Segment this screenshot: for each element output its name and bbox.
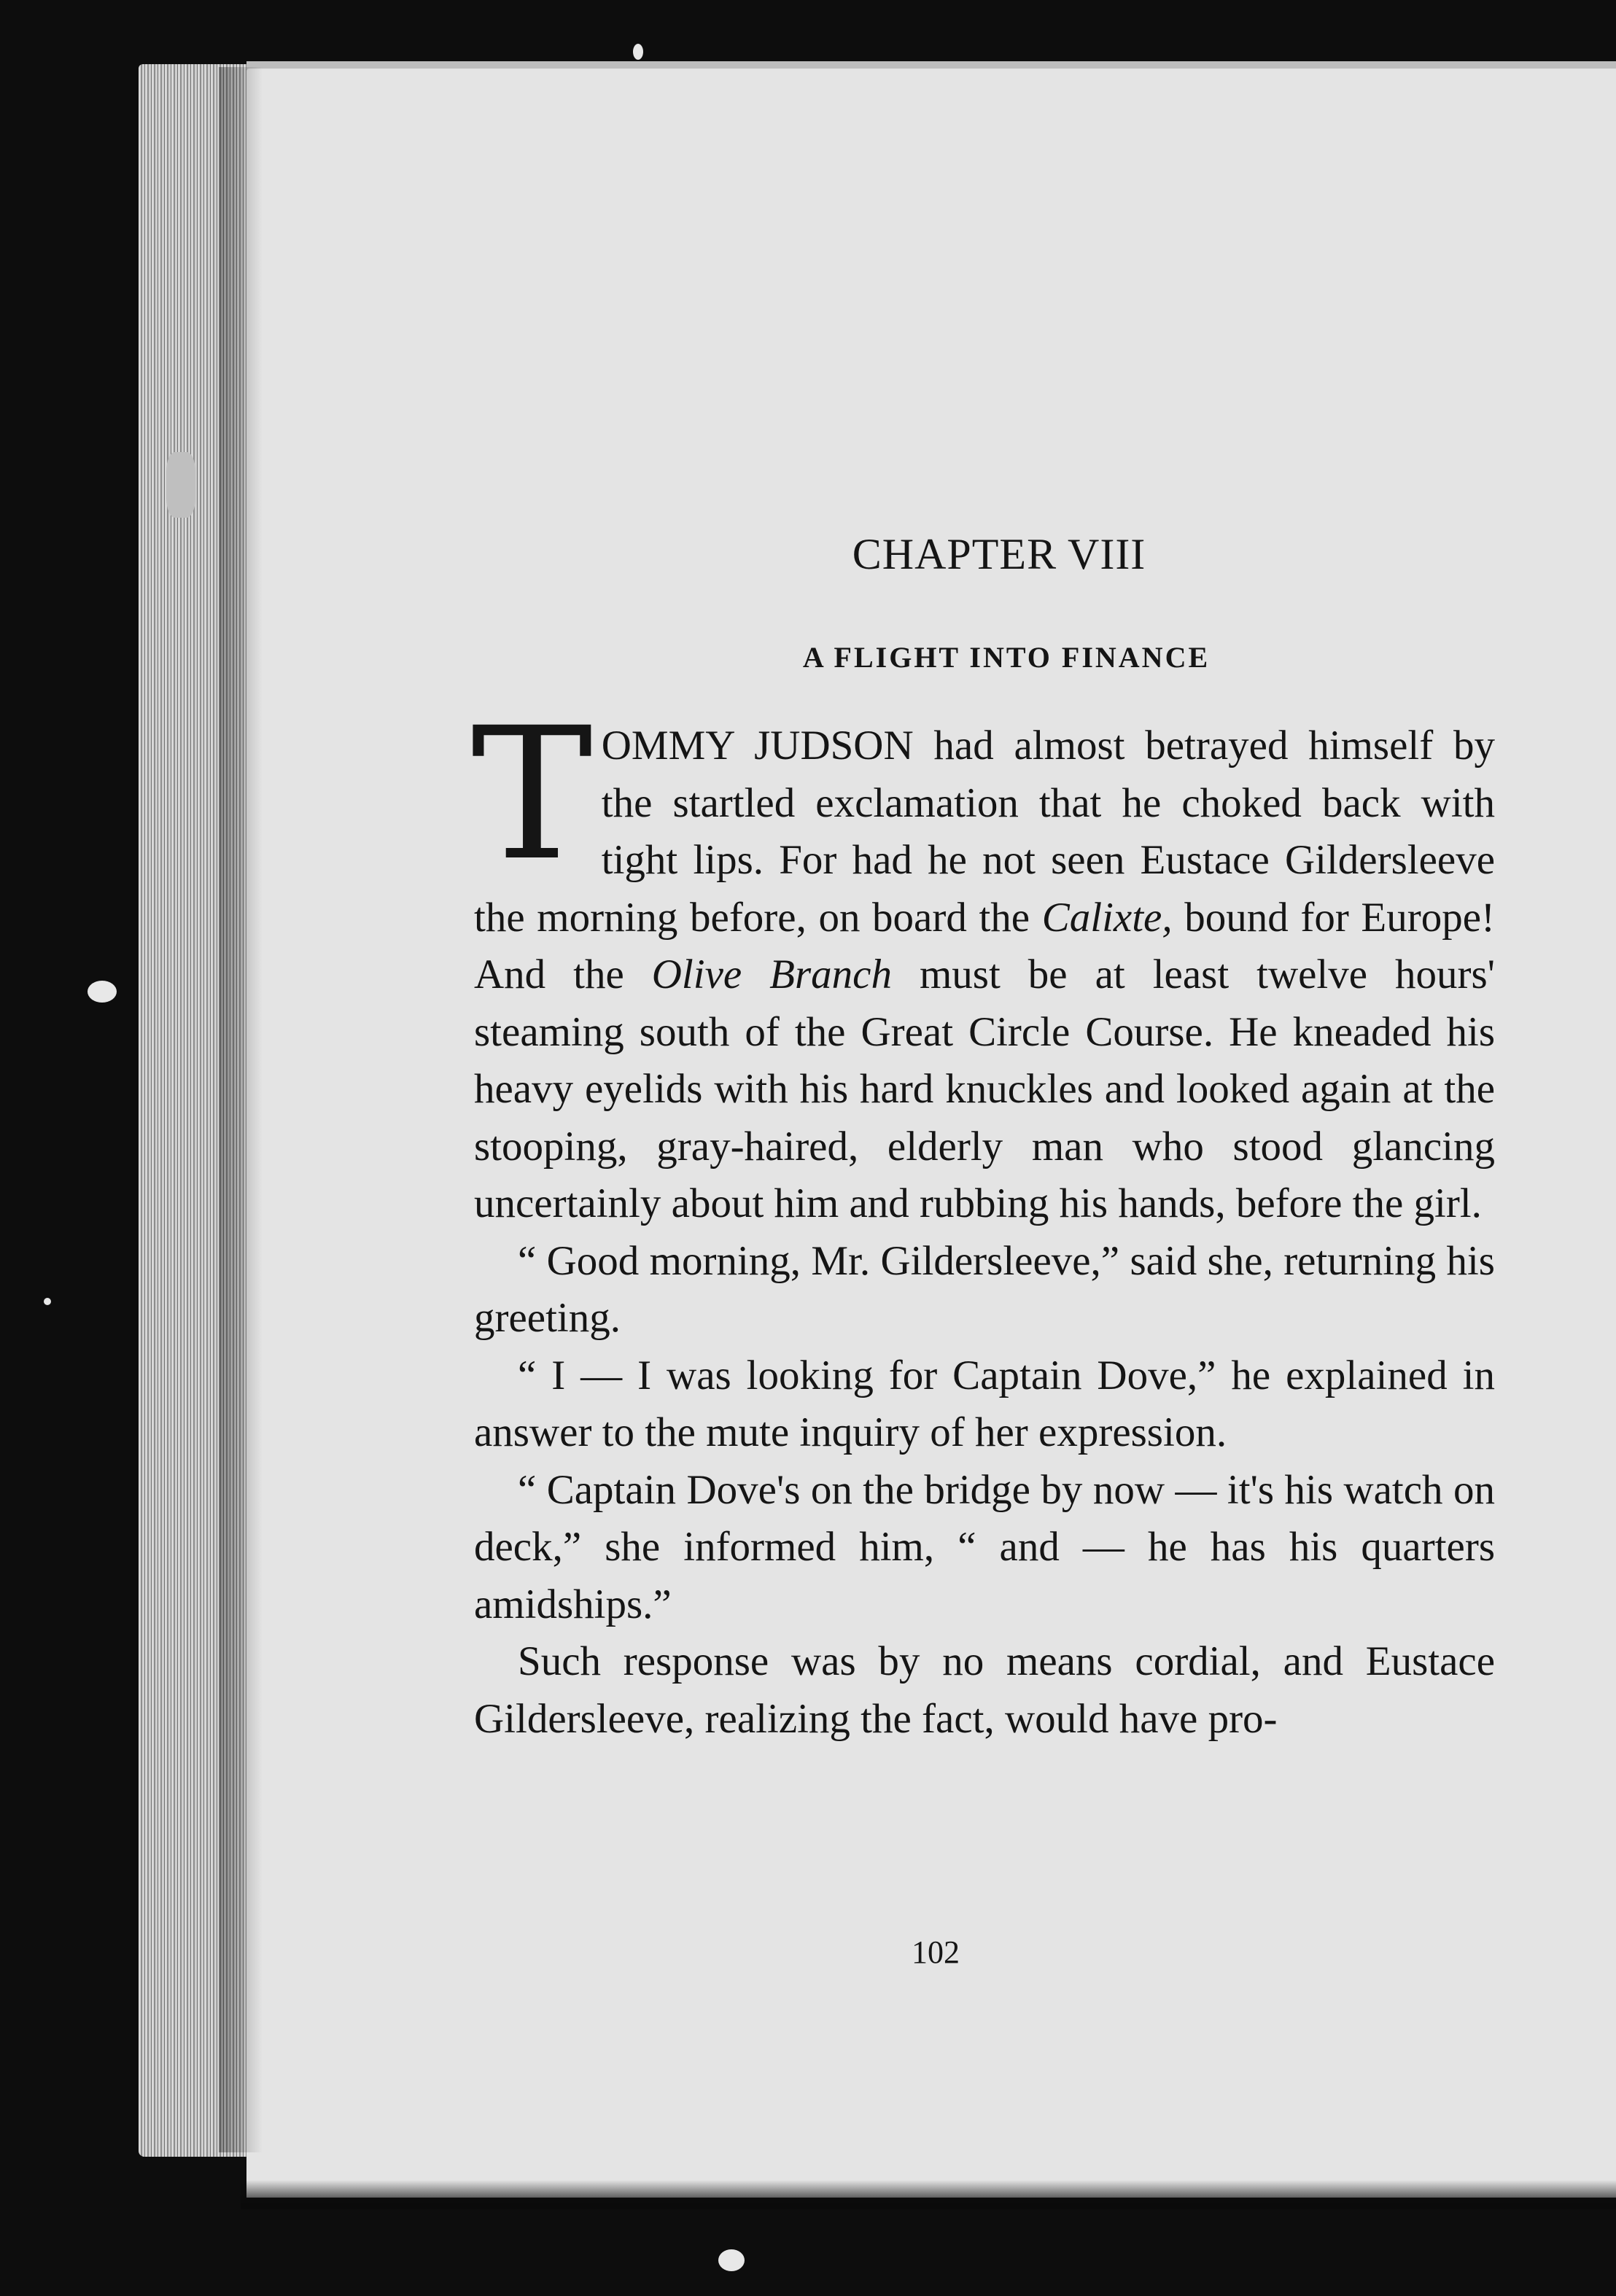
paragraph-3: “ I — I was looking for Captain Dove,” he explained in answer to the mute inquiry of her expression.: [474, 1352, 1495, 1455]
gutter-shadow: [219, 67, 263, 2152]
chapter-heading: CHAPTER VIII: [852, 530, 1146, 578]
paragraph-1-mid: bound for Europe! And the: [474, 894, 1495, 997]
page-number: 102: [912, 1934, 960, 1970]
page-text-block: [471, 525, 1495, 1748]
ship-name-calixte: Calixte,: [1041, 894, 1173, 941]
dust-speck: [44, 1298, 51, 1305]
paragraph-4: “ Captain Dove's on the bridge by now — it's his watch on deck,” she informed him, “ and — he has his quarters amidships.”: [474, 1466, 1495, 1627]
drop-cap: T: [471, 688, 593, 900]
dust-speck: [88, 981, 117, 1003]
ship-name-olive-branch: Olive Branch: [651, 952, 892, 997]
paragraph-5: Such response was by no means cordial, and Eustace Gildersleeve, realizing the fact, would have pro-: [474, 1638, 1495, 1742]
dust-speck: [718, 2249, 745, 2271]
chapter-subtitle: A FLIGHT INTO FINANCE: [802, 641, 1211, 674]
paragraph-2: “ Good morning, Mr. Gildersleeve,” said she, returning his greeting.: [474, 1237, 1495, 1341]
chapter-body: [471, 688, 1495, 1748]
page-bottom-shadow: [241, 2180, 1616, 2209]
paragraph-1-tail: must be at least twelve hours' steaming south of the Great Circle Course. He kneaded his heavy eyelids with his hard knuckles and looked again at the stooping, gray-haired, elderly man who stood glancing uncertainly about him and rubbing his hands, before the girl.: [474, 952, 1495, 1226]
paragraph-1-lead: OMMY JUDSON had almost betrayed himself by the startled exclamation that he choked back with tight lips. For had he not seen Eustace Gildersleeve the morning before, on board the: [474, 723, 1495, 941]
dust-speck: [633, 44, 643, 60]
paragraph-1: [471, 688, 1495, 1233]
dust-speck: [166, 452, 195, 518]
